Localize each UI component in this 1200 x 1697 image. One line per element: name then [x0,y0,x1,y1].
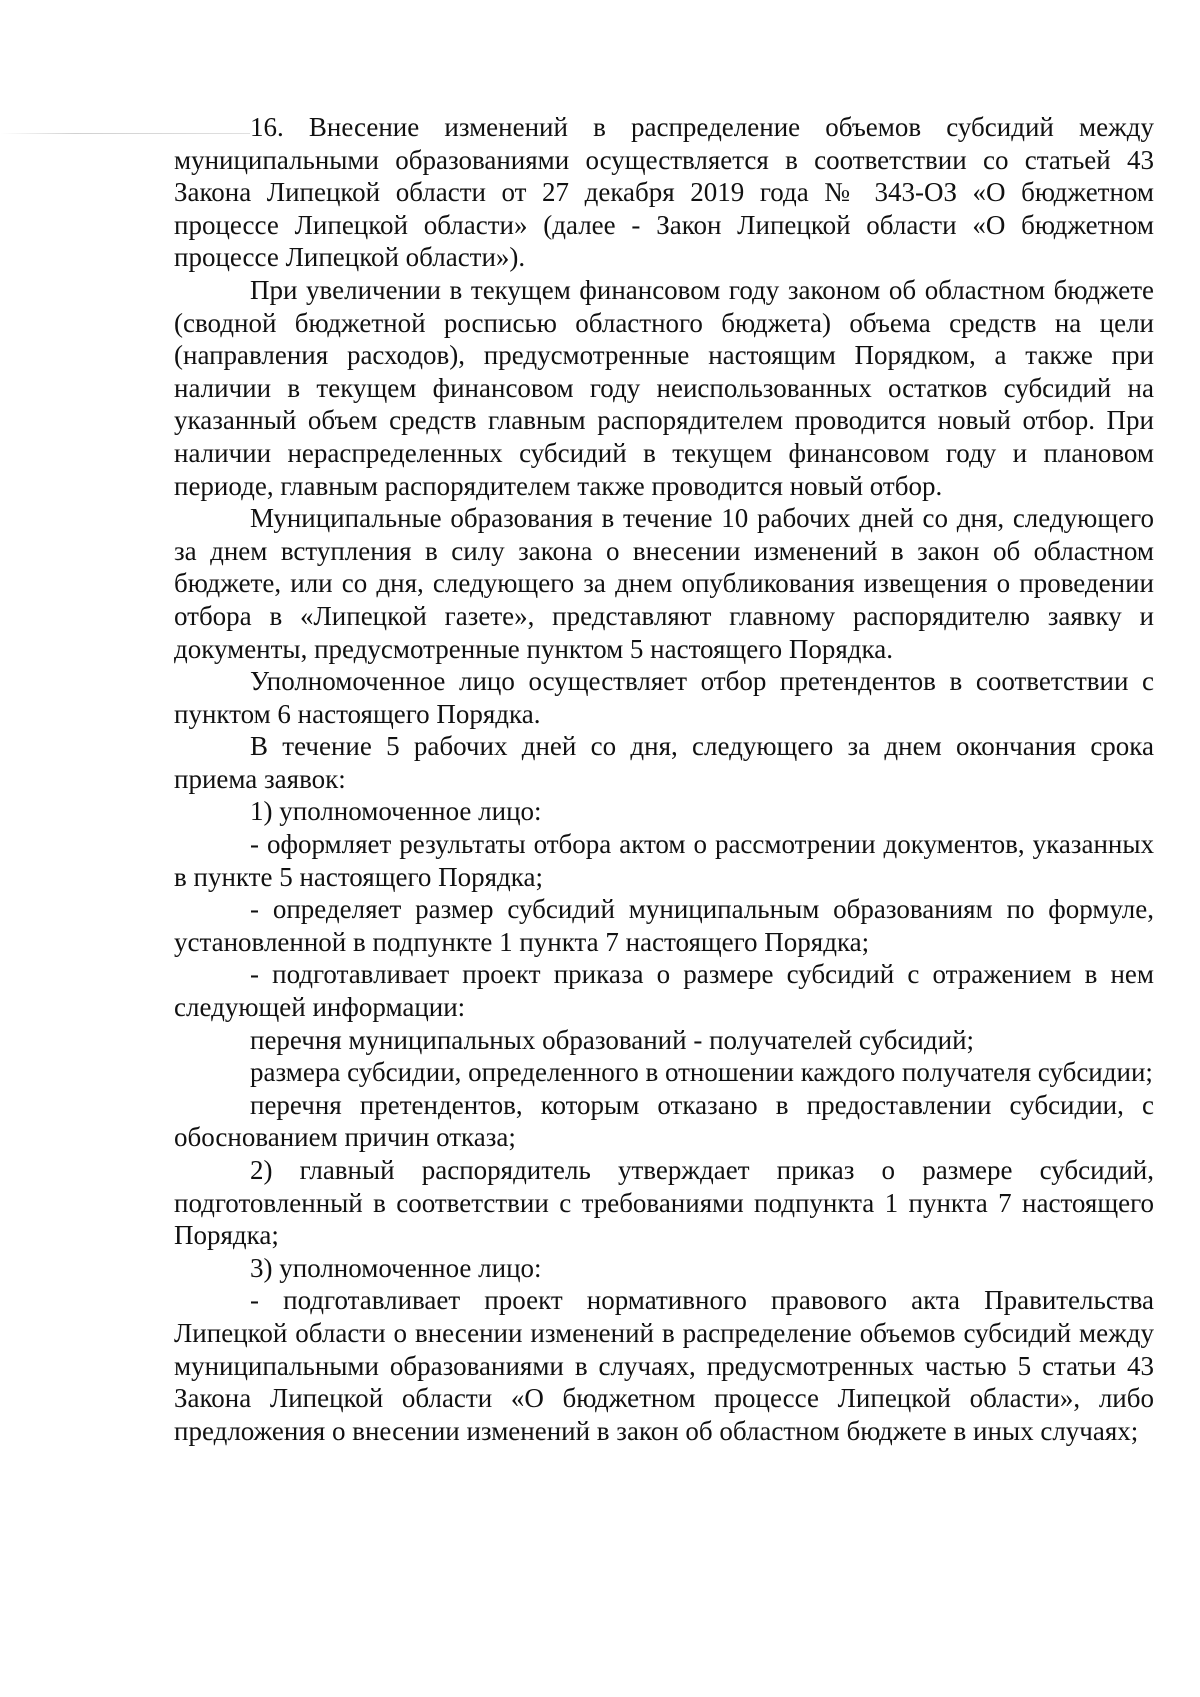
list-item-1-a: - оформляет результаты отбора актом о рассмотрении документов, указанных в пункте 5 настоящего Порядка; [174,829,1154,892]
paragraph-municipal-submission: Муниципальные образования в течение 10 рабочих дней со дня, следующего за днем вступления в силу закона о внесении изменений в закон об областном бюджете, или со дня, следующего за днем опубликования извещения о проведении отбора в «Липецкой газете», представляют главному распорядителю заявку и документы, предусмотренные пунктом 5 настоящего Порядка. [174,503,1154,664]
list-item-1-c-i: перечня муниципальных образований - получателей субсидий; [250,1024,975,1055]
list-item-1-c-iii: перечня претендентов, которым отказано в предоставлении субсидии, с обоснованием причин отказа; [174,1089,1154,1153]
paragraph-five-days: В течение 5 рабочих дней со дня, следующего за днем окончания срока приема заявок: [174,731,1154,794]
paragraph-increase-budget: При увеличении в текущем финансовом году законом об областном бюджете (сводной бюджетной росписью областного бюджета) объема средств на цели (направления расходов), предусмотренные настоящим Порядком, а также при наличии в текущем финансовом году неиспользованных остатков субсидий на указанный объем средств главным распорядителем проводится новый отбор. При наличии нераспределенных субсидий в текущем финансовом году и плановом периоде, главным распорядителем также проводится новый отбор. [174,274,1154,501]
list-item-1-c: - подготавливает проект приказа о размере субсидий с отражением в нем следующей информации: [174,959,1154,1023]
list-item-1-b: - определяет размер субсидий муниципальным образованиям по формуле, установленной в подпункте 1 пункта 7 настоящего Порядка; [174,894,1154,957]
paragraph-selection: Уполномоченное лицо осуществляет отбор претендентов в соответствии с пунктом 6 настоящего Порядка. [174,666,1154,729]
list-item-1: 1) уполномоченное лицо: [250,796,542,827]
paragraph-16-intro: 16. Внесение изменений в распределение объемов субсидий между муниципальными образованиями осуществляется в соответствии со статьей 43 Закона Липецкой области от 27 декабря 2019 года № 343-ОЗ «О бюджетном процессе Липецкой области» (далее - Закон Липецкой области «О бюджетном процессе Липецкой области»). [174,112,1154,273]
list-item-3-a: - подготавливает проект нормативного правового акта Правительства Липецкой области о внесении изменений в распределение объемов субсидий между муниципальными образованиями в случаях, предусмотренных частью 5 статьи 43 Закона Липецкой области «О бюджетном процессе Липецкой области», либо предложения о внесении изменений в закон об областном бюджете в иных случаях; [174,1285,1154,1446]
list-item-3: 3) уполномоченное лицо: [250,1252,542,1283]
document-body [174,111,1154,1447]
list-item-2: 2) главный распорядитель утверждает приказ о размере субсидий, подготовленный в соответствии с требованиями подпункта 1 пункта 7 настоящего Порядка; [174,1155,1154,1251]
list-item-1-c-ii: размера субсидии, определенного в отношении каждого получателя субсидии; [250,1057,1153,1088]
